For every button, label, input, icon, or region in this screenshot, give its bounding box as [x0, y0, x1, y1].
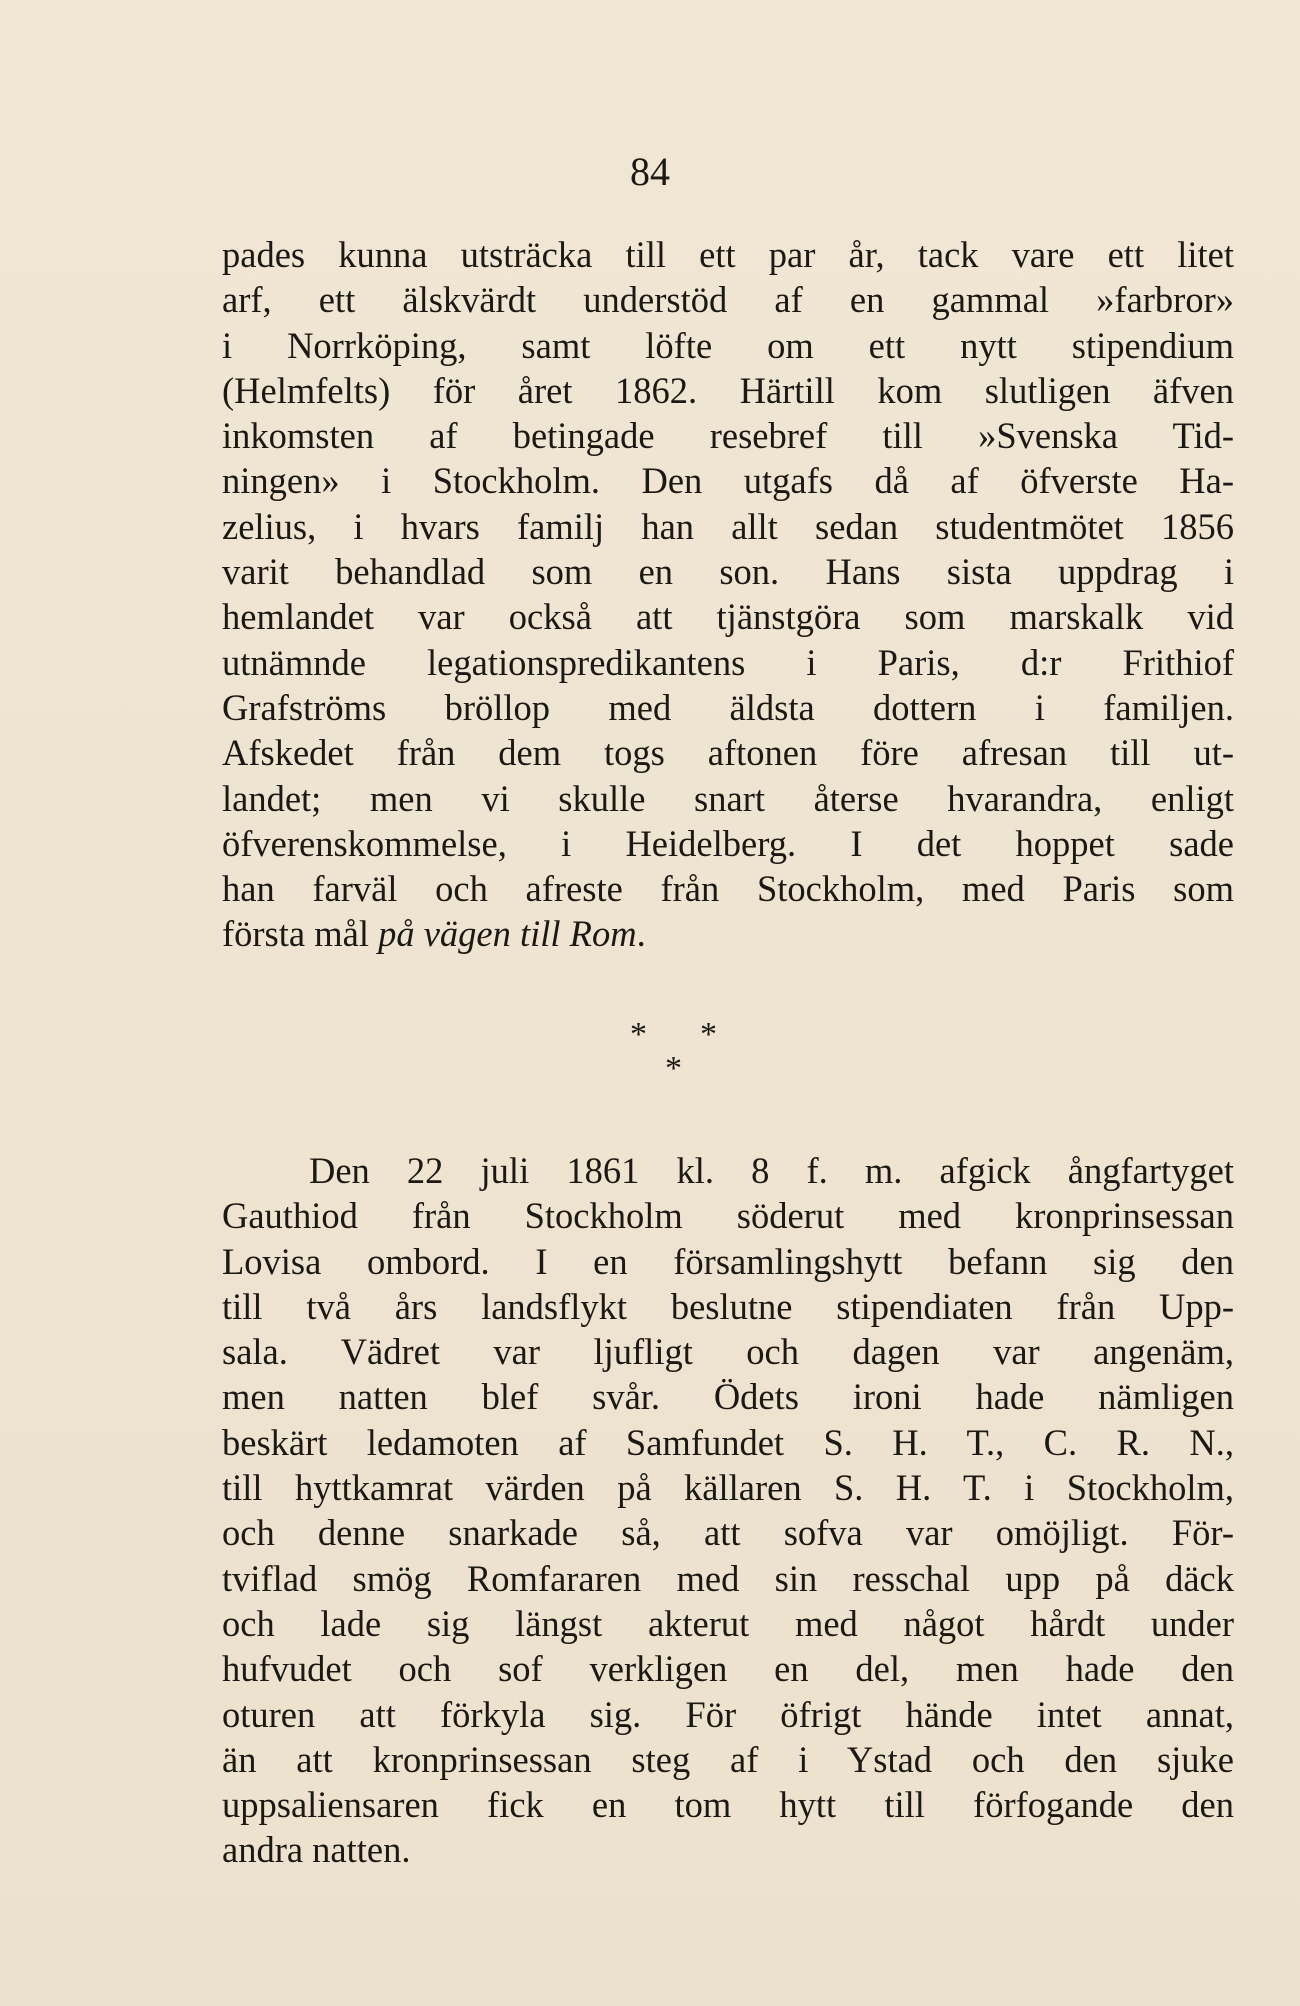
- text-line: inkomsten af betingade resebref till »Svenska Tid-: [222, 415, 1234, 457]
- section-asterism: [620, 1018, 740, 1088]
- text-line: oturen att förkyla sig. För öfrigt hände intet annat,: [222, 1693, 1234, 1735]
- text-line: ningen» i Stockholm. Den utgafs då af öfverste Ha-: [222, 460, 1234, 502]
- italic-phrase: på vägen till Rom: [378, 913, 637, 955]
- text-line: Lovisa ombord. I en församlingshytt befann sig den: [222, 1240, 1234, 1282]
- text-line: sala. Vädret var ljufligt och dagen var angenäm,: [222, 1331, 1234, 1373]
- text-line: varit behandlad som en son. Hans sista uppdrag i: [222, 551, 1234, 593]
- asterisk-mark: *: [630, 1016, 647, 1053]
- text-line: till hyttkamrat värden på källaren S. H. T. i Stockholm,: [222, 1467, 1234, 1509]
- text-line: till två års landsflykt beslutne stipendiaten från Upp-: [222, 1285, 1234, 1327]
- text-line: Den 22 juli 1861 kl. 8 f. m. afgick ångfartyget: [309, 1150, 1234, 1191]
- text-line: hufvudet och sof verkligen en del, men hade den: [222, 1648, 1234, 1690]
- text-line: (Helmfelts) för året 1862. Härtill kom slutligen äfven: [222, 369, 1234, 411]
- asterisk-mark: *: [700, 1016, 717, 1053]
- text-line: landet; men vi skulle snart återse hvarandra, enligt: [222, 777, 1234, 819]
- text-line: och denne snarkade så, att sofva var omöjligt. För-: [222, 1512, 1234, 1554]
- text-line: tviflad smög Romfararen med sin resschal upp på däck: [222, 1557, 1234, 1599]
- text-line-last: [222, 911, 1234, 956]
- text-line: öfverenskommelse, i Heidelberg. I det hoppet sade: [222, 822, 1234, 864]
- text-span: första mål: [222, 913, 379, 955]
- text-line-last: andra natten.: [222, 1829, 411, 1871]
- text-span: .: [636, 913, 646, 955]
- text-line: utnämnde legationspredikantens i Paris, d:r Frithiof: [222, 641, 1234, 683]
- text-line: beskärt ledamoten af Samfundet S. H. T., C. R. N.,: [222, 1421, 1234, 1463]
- text-line: hemlandet var också att tjänstgöra som marskalk vid: [222, 596, 1234, 638]
- text-line: än att kronprinsessan steg af i Ystad och den sjuke: [222, 1738, 1234, 1780]
- text-line: arf, ett älskvärdt understöd af en gammal »farbror»: [222, 279, 1234, 321]
- text-line: zelius, i hvars familj han allt sedan studentmötet 1856: [222, 505, 1234, 547]
- text-line: och lade sig längst akterut med något hårdt under: [222, 1602, 1234, 1644]
- text-line: Gauthiod från Stockholm söderut med kronprinsessan: [222, 1195, 1234, 1237]
- text-line: uppsaliensaren fick en tom hytt till förfogande den: [222, 1784, 1234, 1826]
- asterisk-mark: *: [665, 1050, 682, 1087]
- text-line: pades kunna utsträcka till ett par år, tack vare ett litet: [222, 234, 1234, 275]
- text-line: men natten blef svår. Ödets ironi hade nämligen: [222, 1376, 1234, 1418]
- text-line: i Norrköping, samt löfte om ett nytt stipendium: [222, 324, 1234, 366]
- paragraph-1: [222, 232, 1234, 957]
- text-line: Afskedet från dem togs aftonen före afresan till ut-: [222, 732, 1234, 774]
- text-line: han farväl och afreste från Stockholm, med Paris som: [222, 868, 1234, 910]
- paragraph-2: [222, 1148, 1234, 1873]
- text-line: Grafströms bröllop med äldsta dottern i familjen.: [222, 686, 1234, 728]
- page-number: 84: [630, 149, 670, 194]
